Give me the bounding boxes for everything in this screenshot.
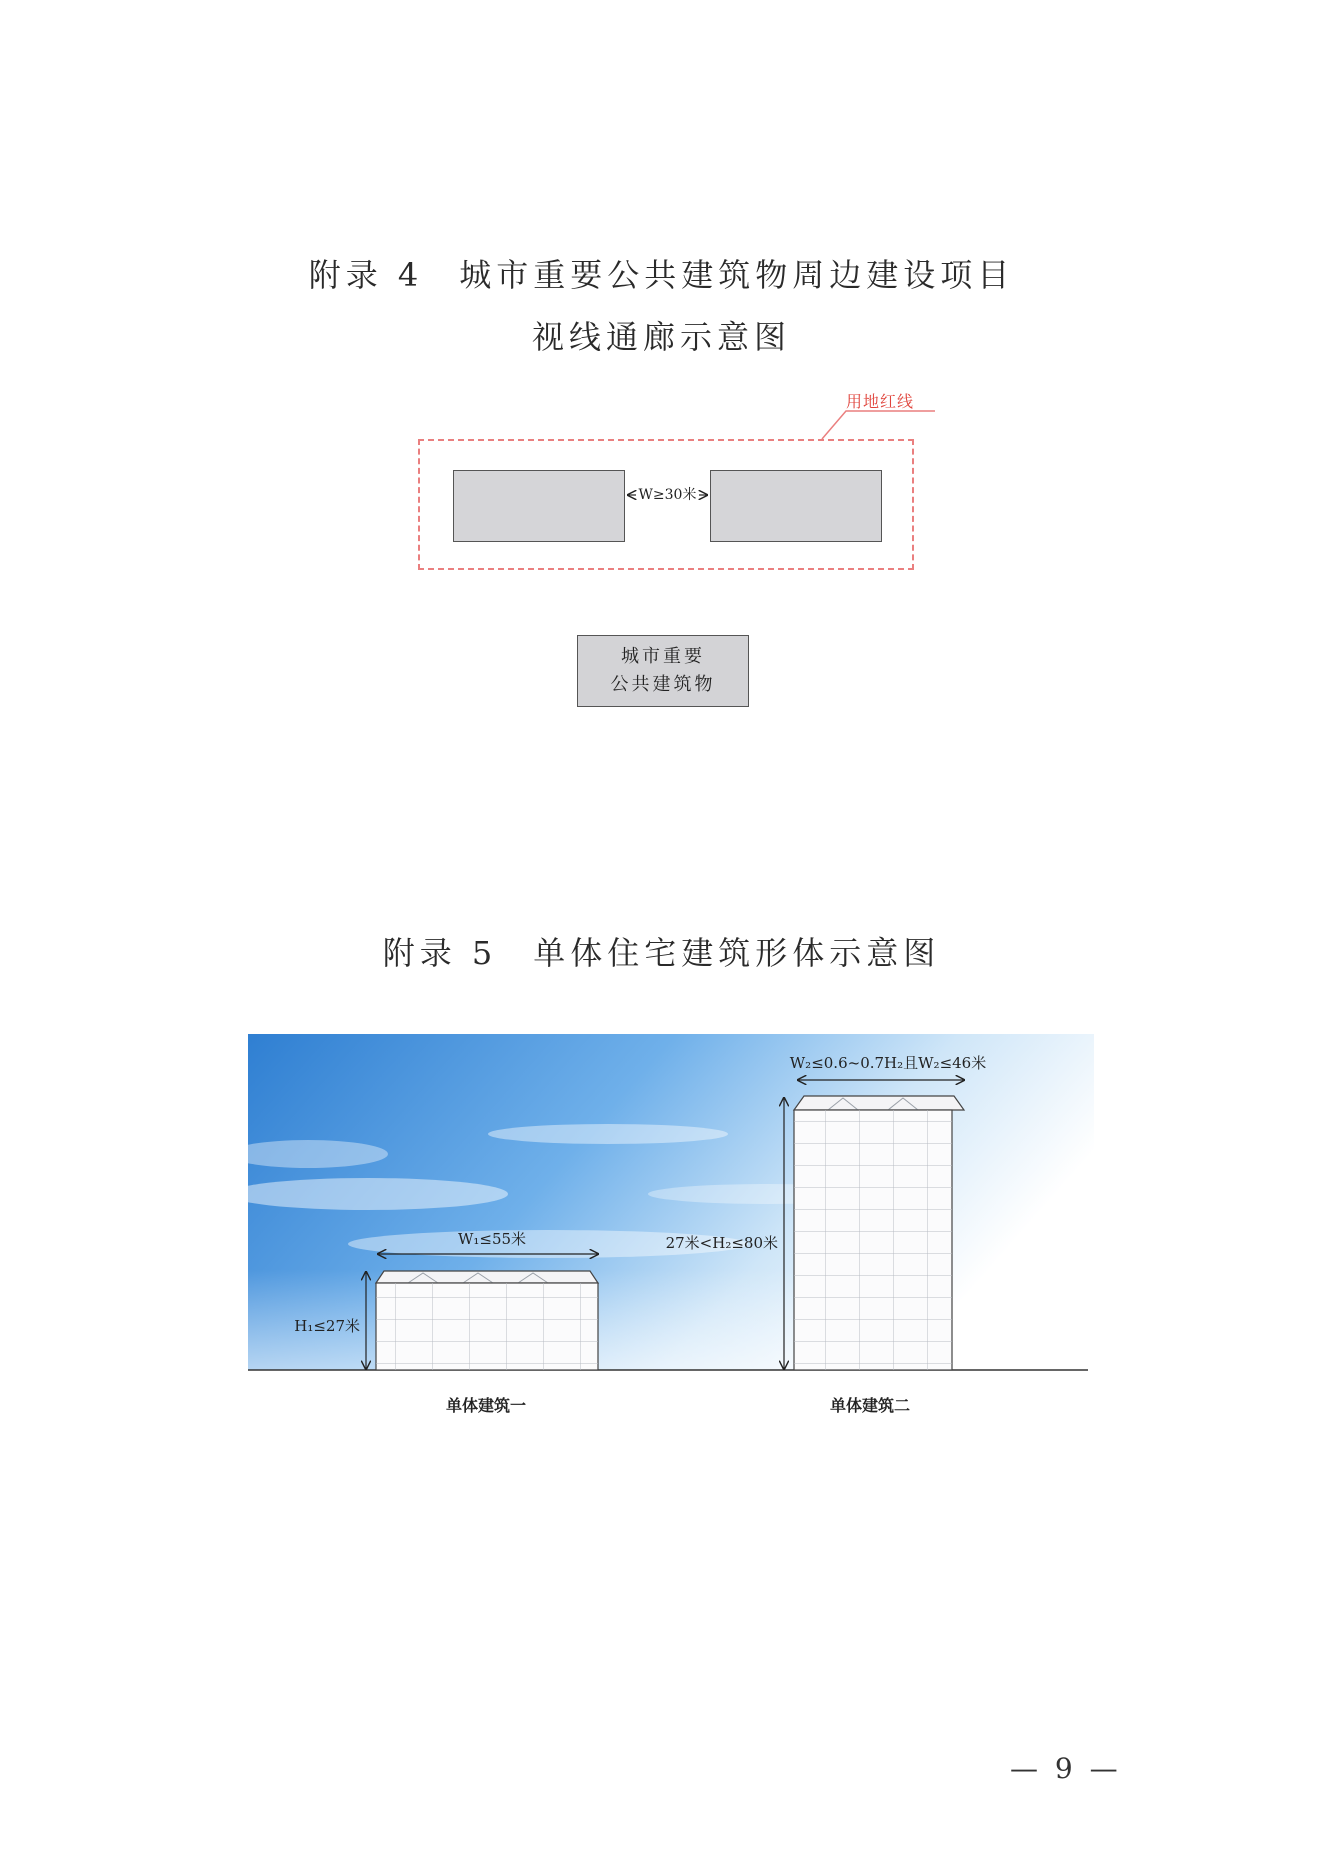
redline-leader-line — [822, 411, 935, 439]
building-block-right — [710, 470, 882, 542]
gap-width-label: W≥30米 — [638, 487, 697, 503]
appendix4-title-line1: 城市重要公共建筑物周边建设项目 — [459, 256, 1015, 294]
h2-label: 27米<H₂≤80米 — [665, 1234, 778, 1252]
building-two-roof — [794, 1096, 964, 1110]
appendix4-title — [0, 250, 1323, 296]
building-two-caption: 单体建筑二 — [830, 1396, 911, 1415]
legend-line2: 公共建筑物 — [610, 674, 716, 695]
legend-line1: 城市重要 — [621, 646, 705, 667]
w1-label: W₁≤55米 — [457, 1230, 527, 1248]
legend-public-building — [577, 635, 749, 707]
building-block-left — [453, 470, 625, 542]
building-one-roof — [376, 1271, 598, 1283]
building-one — [376, 1271, 598, 1370]
building-one-caption: 单体建筑一 — [446, 1396, 527, 1415]
appendix5-title — [0, 928, 1323, 974]
redline-label: 用地红线 — [846, 392, 915, 411]
appendix5-number: 附录 5 — [382, 934, 498, 972]
page-number: — 9 — — [1010, 1752, 1122, 1785]
appendix4-number: 附录 4 — [308, 256, 424, 294]
appendix5-title-text: 单体住宅建筑形体示意图 — [533, 934, 941, 972]
w2-label: W₂≤0.6~0.7H₂且W₂≤46米 — [789, 1054, 987, 1072]
building-form-diagram — [248, 1034, 1094, 1386]
appendix4-title-line2: 视线通廊示意图 — [531, 318, 791, 356]
building-two — [794, 1096, 964, 1370]
h1-label: H₁≤27米 — [294, 1317, 360, 1335]
